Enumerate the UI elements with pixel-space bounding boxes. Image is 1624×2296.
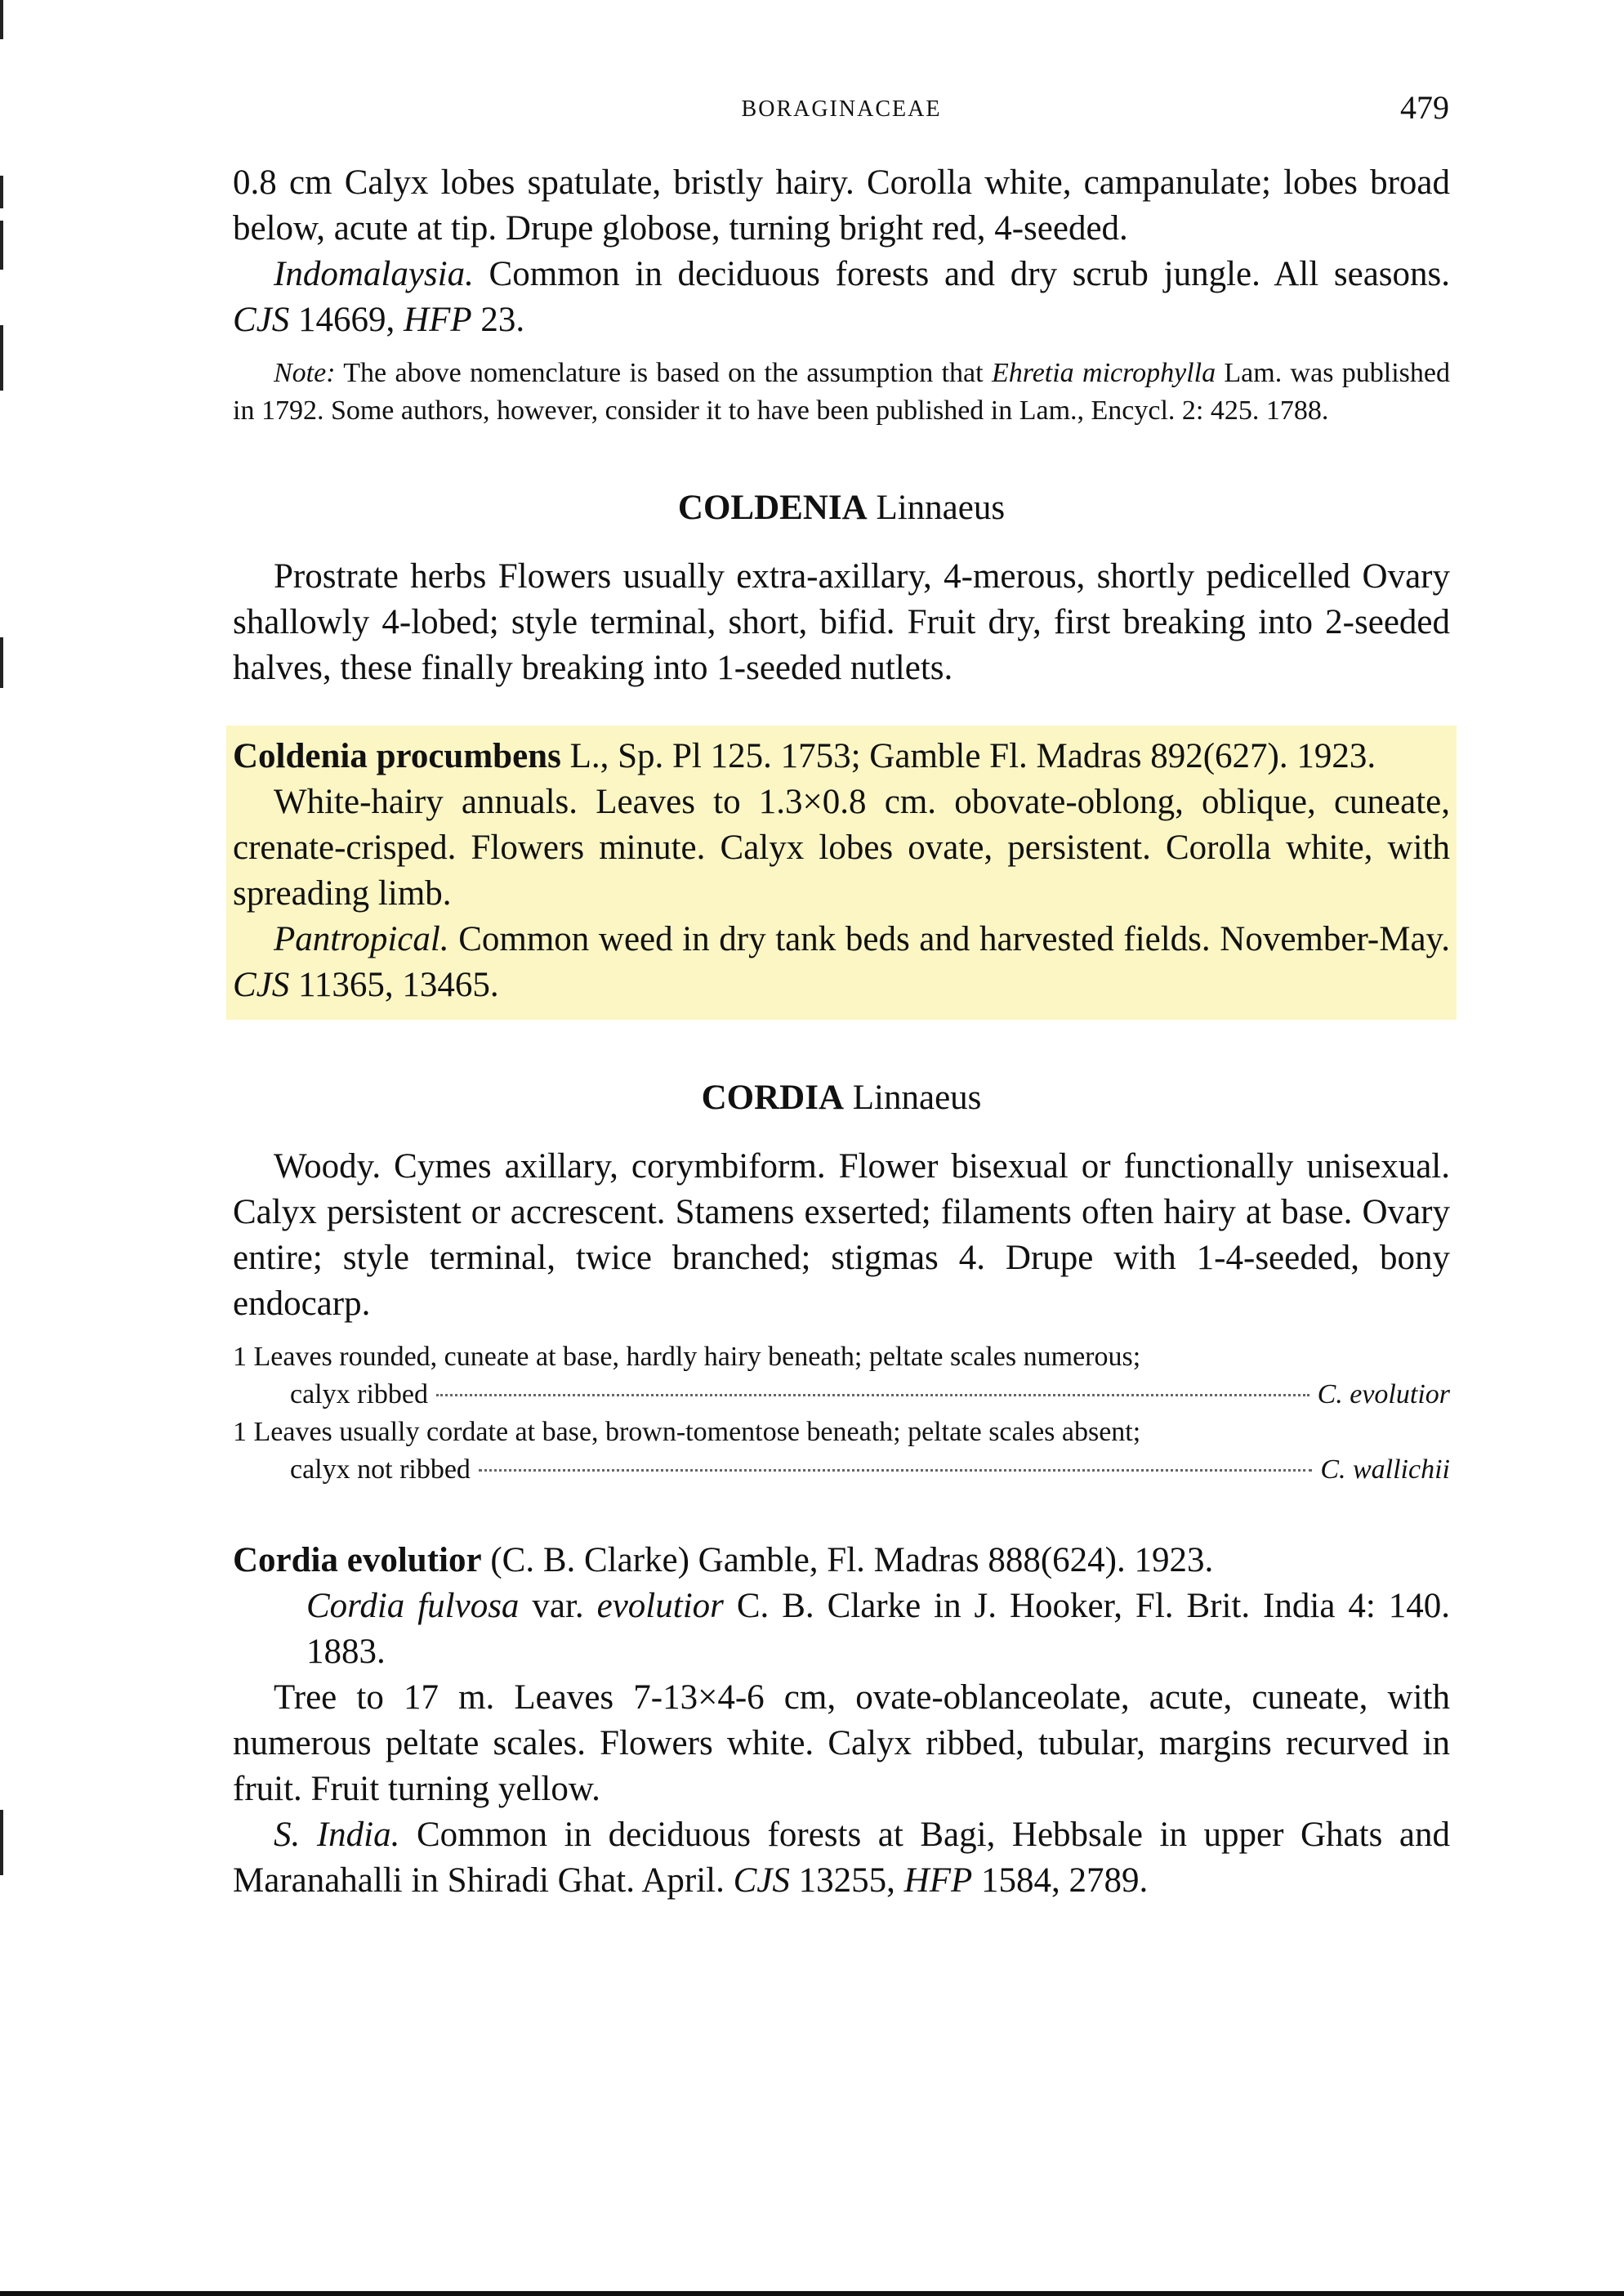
specimen-code: CJS: [733, 1861, 790, 1900]
specimen-code: CJS: [233, 966, 290, 1004]
page-header: [229, 88, 1454, 129]
species-key: [233, 1338, 1450, 1489]
genus-heading-cordia: [233, 1075, 1450, 1121]
note-species: Ehretia microphylla: [991, 358, 1216, 388]
key-line: 1 Leaves usually cordate at base, brown-tomentose beneath; peltate scales absent;: [233, 1417, 1141, 1447]
key-result: C. evolutior: [1317, 1379, 1450, 1409]
distribution-region: S. India.: [274, 1816, 400, 1854]
key-line: 1 Leaves rounded, cuneate at base, hardly hairy beneath; peltate scales numerous;: [233, 1342, 1141, 1372]
genus-name: COLDENIA: [677, 489, 868, 527]
species-name: Cordia evolutior: [233, 1541, 482, 1579]
scan-edge-mark: [0, 637, 3, 688]
synonym-reference: C. B. Clarke in J. Hooker, Fl. Brit. India 4: 140. 1883.: [306, 1587, 1450, 1671]
species-distribution: [233, 1812, 1450, 1904]
specimen-number: 23.: [471, 301, 525, 339]
species-description: Tree to 17 m. Leaves 7-13×4-6 cm, ovate-oblanceolate, acute, cuneate, with numerous peltate scales. Flowers white. Calyx ribbed, tubular, margins recurved in fruit. Fruit turning yellow.: [233, 1678, 1450, 1808]
distribution-text: Common in deciduous forests and dry scrub jungle. All seasons.: [473, 255, 1450, 293]
ehretia-distribution: [233, 252, 1450, 343]
genus-name: CORDIA: [701, 1079, 845, 1117]
species-distribution: [233, 917, 1450, 1008]
key-result: C. wallichii: [1320, 1454, 1450, 1485]
nomenclature-note: [233, 355, 1450, 430]
scan-bottom-edge: [0, 2291, 1624, 2296]
key-couplet: [233, 1338, 1450, 1414]
page-content: [233, 160, 1450, 1904]
coldenia-genus-description: Prostrate herbs Flowers usually extra-axillary, 4-merous, shortly pedicelled Ovary shallowly 4-lobed; style terminal, short, bifid. Fruit dry, first breaking into 2-seeded halves, these finally breaking into 1-seeded nutlets.: [233, 557, 1450, 687]
note-text: Lam. was published in 1792. Some authors, however, consider it to have been published in Lam., Encycl. 2: 425. 1788.: [233, 358, 1450, 426]
note-label: Note:: [274, 358, 336, 388]
synonym-name: Cordia fulvosa: [306, 1587, 520, 1625]
synonym-rank: var.: [519, 1587, 597, 1625]
key-character: calyx ribbed: [290, 1379, 428, 1409]
key-character: calyx not ribbed: [290, 1454, 471, 1485]
key-leader-dots: [479, 1469, 1312, 1472]
distribution-region: Pantropical.: [274, 920, 449, 958]
specimen-number: 13255,: [789, 1861, 904, 1900]
species-citation: (C. B. Clarke) Gamble, Fl. Madras 888(624). 1923.: [481, 1541, 1214, 1579]
specimen-number: 1584, 2789.: [972, 1861, 1149, 1900]
specimen-number: 14669,: [289, 301, 404, 339]
distribution-region: Indomalaysia.: [274, 255, 474, 293]
specimen-number: 11365, 13465.: [289, 966, 499, 1004]
species-description: White-hairy annuals. Leaves to 1.3×0.8 cm. obovate-oblong, oblique, cuneate, crenate-crisped. Flowers minute. Calyx lobes ovate, persistent. Corolla white, with spreading limb.: [233, 783, 1450, 913]
genus-heading-coldenia: [233, 485, 1450, 531]
running-head: BORAGINACEAE: [741, 96, 942, 122]
key-leader-dots: [436, 1394, 1309, 1396]
synonym-epithet: evolutior: [596, 1587, 724, 1625]
key-line: [233, 1376, 1450, 1414]
highlighted-species-entry: [226, 726, 1457, 1020]
species-heading-coldenia-procumbens: [233, 734, 1450, 779]
scan-edge-mark: [0, 325, 3, 391]
specimen-code: HFP: [404, 301, 472, 339]
ehretia-description: 0.8 cm Calyx lobes spatulate, bristly hairy. Corolla white, campanulate; lobes broad below, acute at tip. Drupe globose, turning bright red, 4-seeded.: [233, 163, 1450, 248]
scan-edge-mark: [0, 1810, 3, 1875]
species-citation: L., Sp. Pl 125. 1753; Gamble Fl. Madras 892(627). 1923.: [560, 737, 1376, 775]
specimen-code: HFP: [903, 1861, 973, 1900]
page-number: 479: [1400, 89, 1449, 126]
genus-author: Linnaeus: [844, 1079, 982, 1117]
scan-edge-mark: [0, 176, 3, 208]
cordia-genus-description: Woody. Cymes axillary, corymbiform. Flower bisexual or functionally unisexual. Calyx persistent or accrescent. Stamens exserted; filaments often hairy at base. Ovary entire; style terminal, twice branched; stigmas 4. Drupe with 1-4-seeded, bony endocarp.: [233, 1147, 1450, 1323]
synonym-citation: [233, 1584, 1450, 1675]
distribution-text: Common in deciduous forests at Bagi, Hebbsale in upper Ghats and Maranahalli in Shiradi Ghat. April.: [233, 1816, 1450, 1900]
species-name: Coldenia procumbens: [233, 737, 561, 775]
key-line: [233, 1451, 1450, 1489]
specimen-code: CJS: [233, 301, 290, 339]
distribution-text: Common weed in dry tank beds and harvested fields. November-May.: [448, 920, 1450, 958]
key-couplet: [233, 1414, 1450, 1489]
species-heading-cordia-evolutior: [233, 1538, 1450, 1584]
scan-edge-mark: [0, 0, 3, 39]
note-text: The above nomenclature is based on the assumption that: [335, 358, 992, 388]
genus-author: Linnaeus: [867, 489, 1006, 527]
scan-edge-mark: [0, 221, 3, 270]
